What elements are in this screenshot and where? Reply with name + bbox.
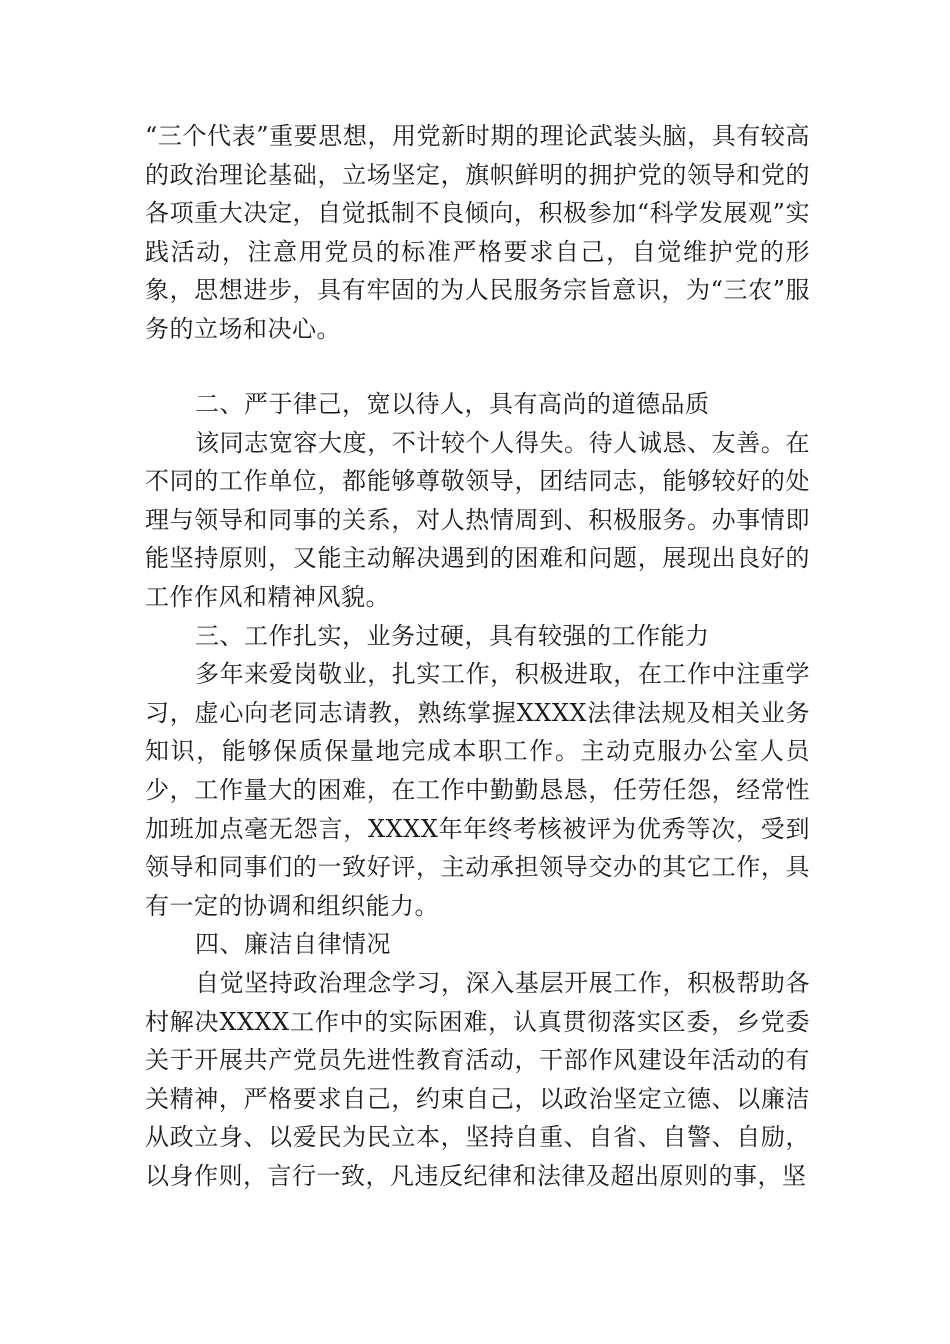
section-heading-4: 四、廉洁自律情况 bbox=[195, 930, 391, 959]
body-paragraph-ideology: “三个代表”重要思想，用党新时期的理论武装头脑，具有较高的政治理论基础，立场坚定，旗帜鲜明的拥护党的领导和党的各项重大决定，自觉抵制不良倾向，积极参加“科学发展观”实践活动，注意用党员的标准严格要求自己，自觉维护党的形象，思想进步，具有牢固的为人民服务宗旨意识，为“三农”服务的立场和决心。 bbox=[145, 122, 810, 343]
top-paragraph-block bbox=[145, 117, 810, 349]
section-body-3: 多年来爱岗敬业，扎实工作，积极进取，在工作中注重学习，虚心向老同志请教，熟练掌握XXXX法律法规及相关业务知识，能够保质保量地完成本职工作。主动克服办公室人员少，工作量大的困难，在工作中勤勤恳恳，任劳任怨，经常性加班加点毫无怨言，XXXX年年终考核被评为优秀等次，受到领导和同事们的一致好评，主动承担领导交办的其它工作，具有一定的协调和组织能力。 bbox=[145, 660, 810, 920]
sections-block bbox=[145, 385, 810, 1195]
section-body-2: 该同志宽容大度，不计较个人得失。待人诚恳、友善。在不同的工作单位，都能够尊敬领导，团结同志，能够较好的处理与领导和同事的关系，对人热情周到、积极服务。办事情即能坚持原则，又能主动解决遇到的困难和问题，展现出良好的工作作风和精神风貌。 bbox=[145, 428, 810, 611]
section-heading-2: 二、严于律己，宽以待人，具有高尚的道德品质 bbox=[195, 390, 710, 418]
section-heading-3: 三、工作扎实，业务过硬，具有较强的工作能力 bbox=[195, 621, 710, 650]
section-body-4: 自觉坚持政治理念学习，深入基层开展工作，积极帮助各村解决XXXX工作中的实际困难，认真贯彻落实区委，乡党委关于开展共产党员先进性教育活动，干部作风建设年活动的有关精神，严格要求自己，约束自己，以政治坚定立德、以廉洁从政立身、以爱民为民立本，坚持自重、自省、自警、自励，以身作则，言行一致，凡违反纪律和法律及超出原则的事，坚 bbox=[145, 968, 810, 1190]
